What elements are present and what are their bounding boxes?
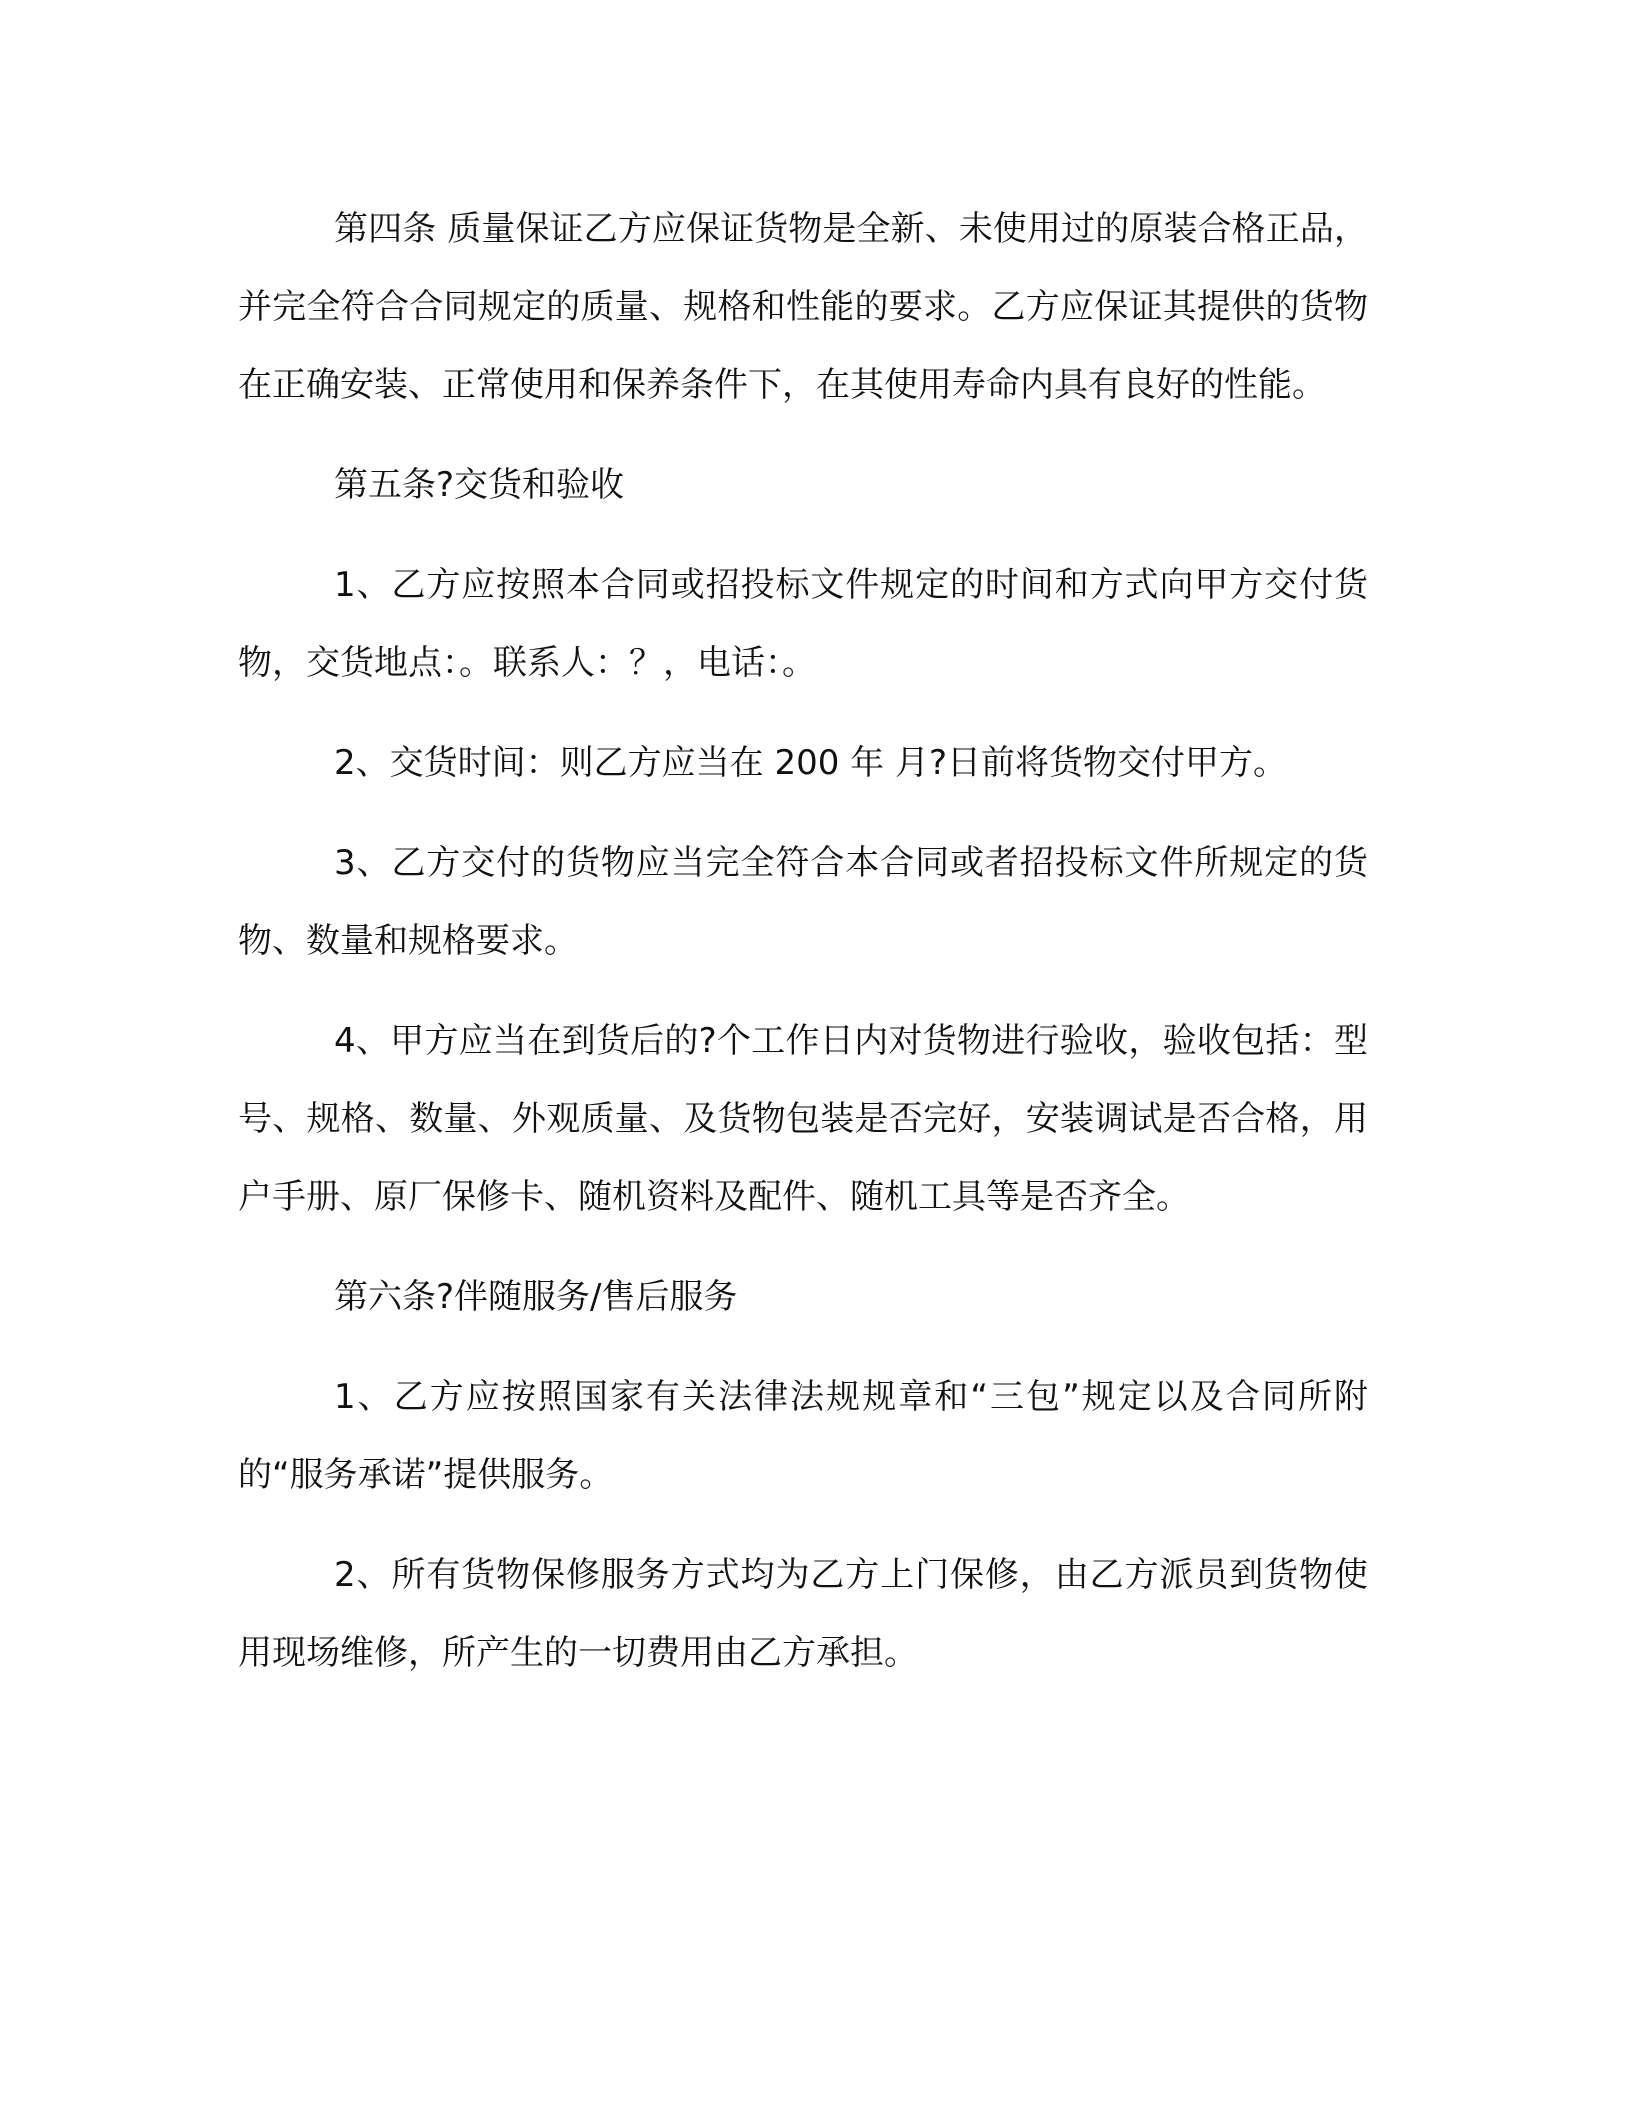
article-5-item-3: 3、乙方交付的货物应当完全符合本合同或者招投标文件所规定的货物、数量和规格要求。 <box>238 843 1368 961</box>
article-5-item-2: 2、交货时间：则乙方应当在 200 年 月?日前将货物交付甲方。 <box>334 743 1287 783</box>
article-5-heading: 第五条?交货和验收 <box>334 465 625 505</box>
document-body <box>238 190 1368 1692</box>
article-6-item-2: 2、所有货物保修服务方式均为乙方上门保修，由乙方派员到货物使用现场维修，所产生的一切费用由乙方承担。 <box>238 1555 1368 1673</box>
article-6-item-1: 1、乙方应按照国家有关法律法规规章和“三包”规定以及合同所附的“服务承诺”提供服务。 <box>238 1377 1368 1495</box>
article-4-quality-paragraph: 第四条 质量保证乙方应保证货物是全新、未使用过的原装合格正品，并完全符合合同规定的质量、规格和性能的要求。乙方应保证其提供的货物在正确安装、正常使用和保养条件下，在其使用寿命内具有良好的性能。 <box>238 209 1368 405</box>
article-6-heading: 第六条?伴随服务/售后服务 <box>334 1277 738 1317</box>
article-5-item-4: 4、甲方应当在到货后的?个工作日内对货物进行验收，验收包括：型号、规格、数量、外观质量、及货物包装是否完好，安装调试是否合格，用户手册、原厂保修卡、随机资料及配件、随机工具等是否齐全。 <box>238 1021 1368 1217</box>
article-5-item-1: 1、乙方应按照本合同或招投标文件规定的时间和方式向甲方交付货物，交货地点：。联系人：？，电话：。 <box>238 565 1368 683</box>
